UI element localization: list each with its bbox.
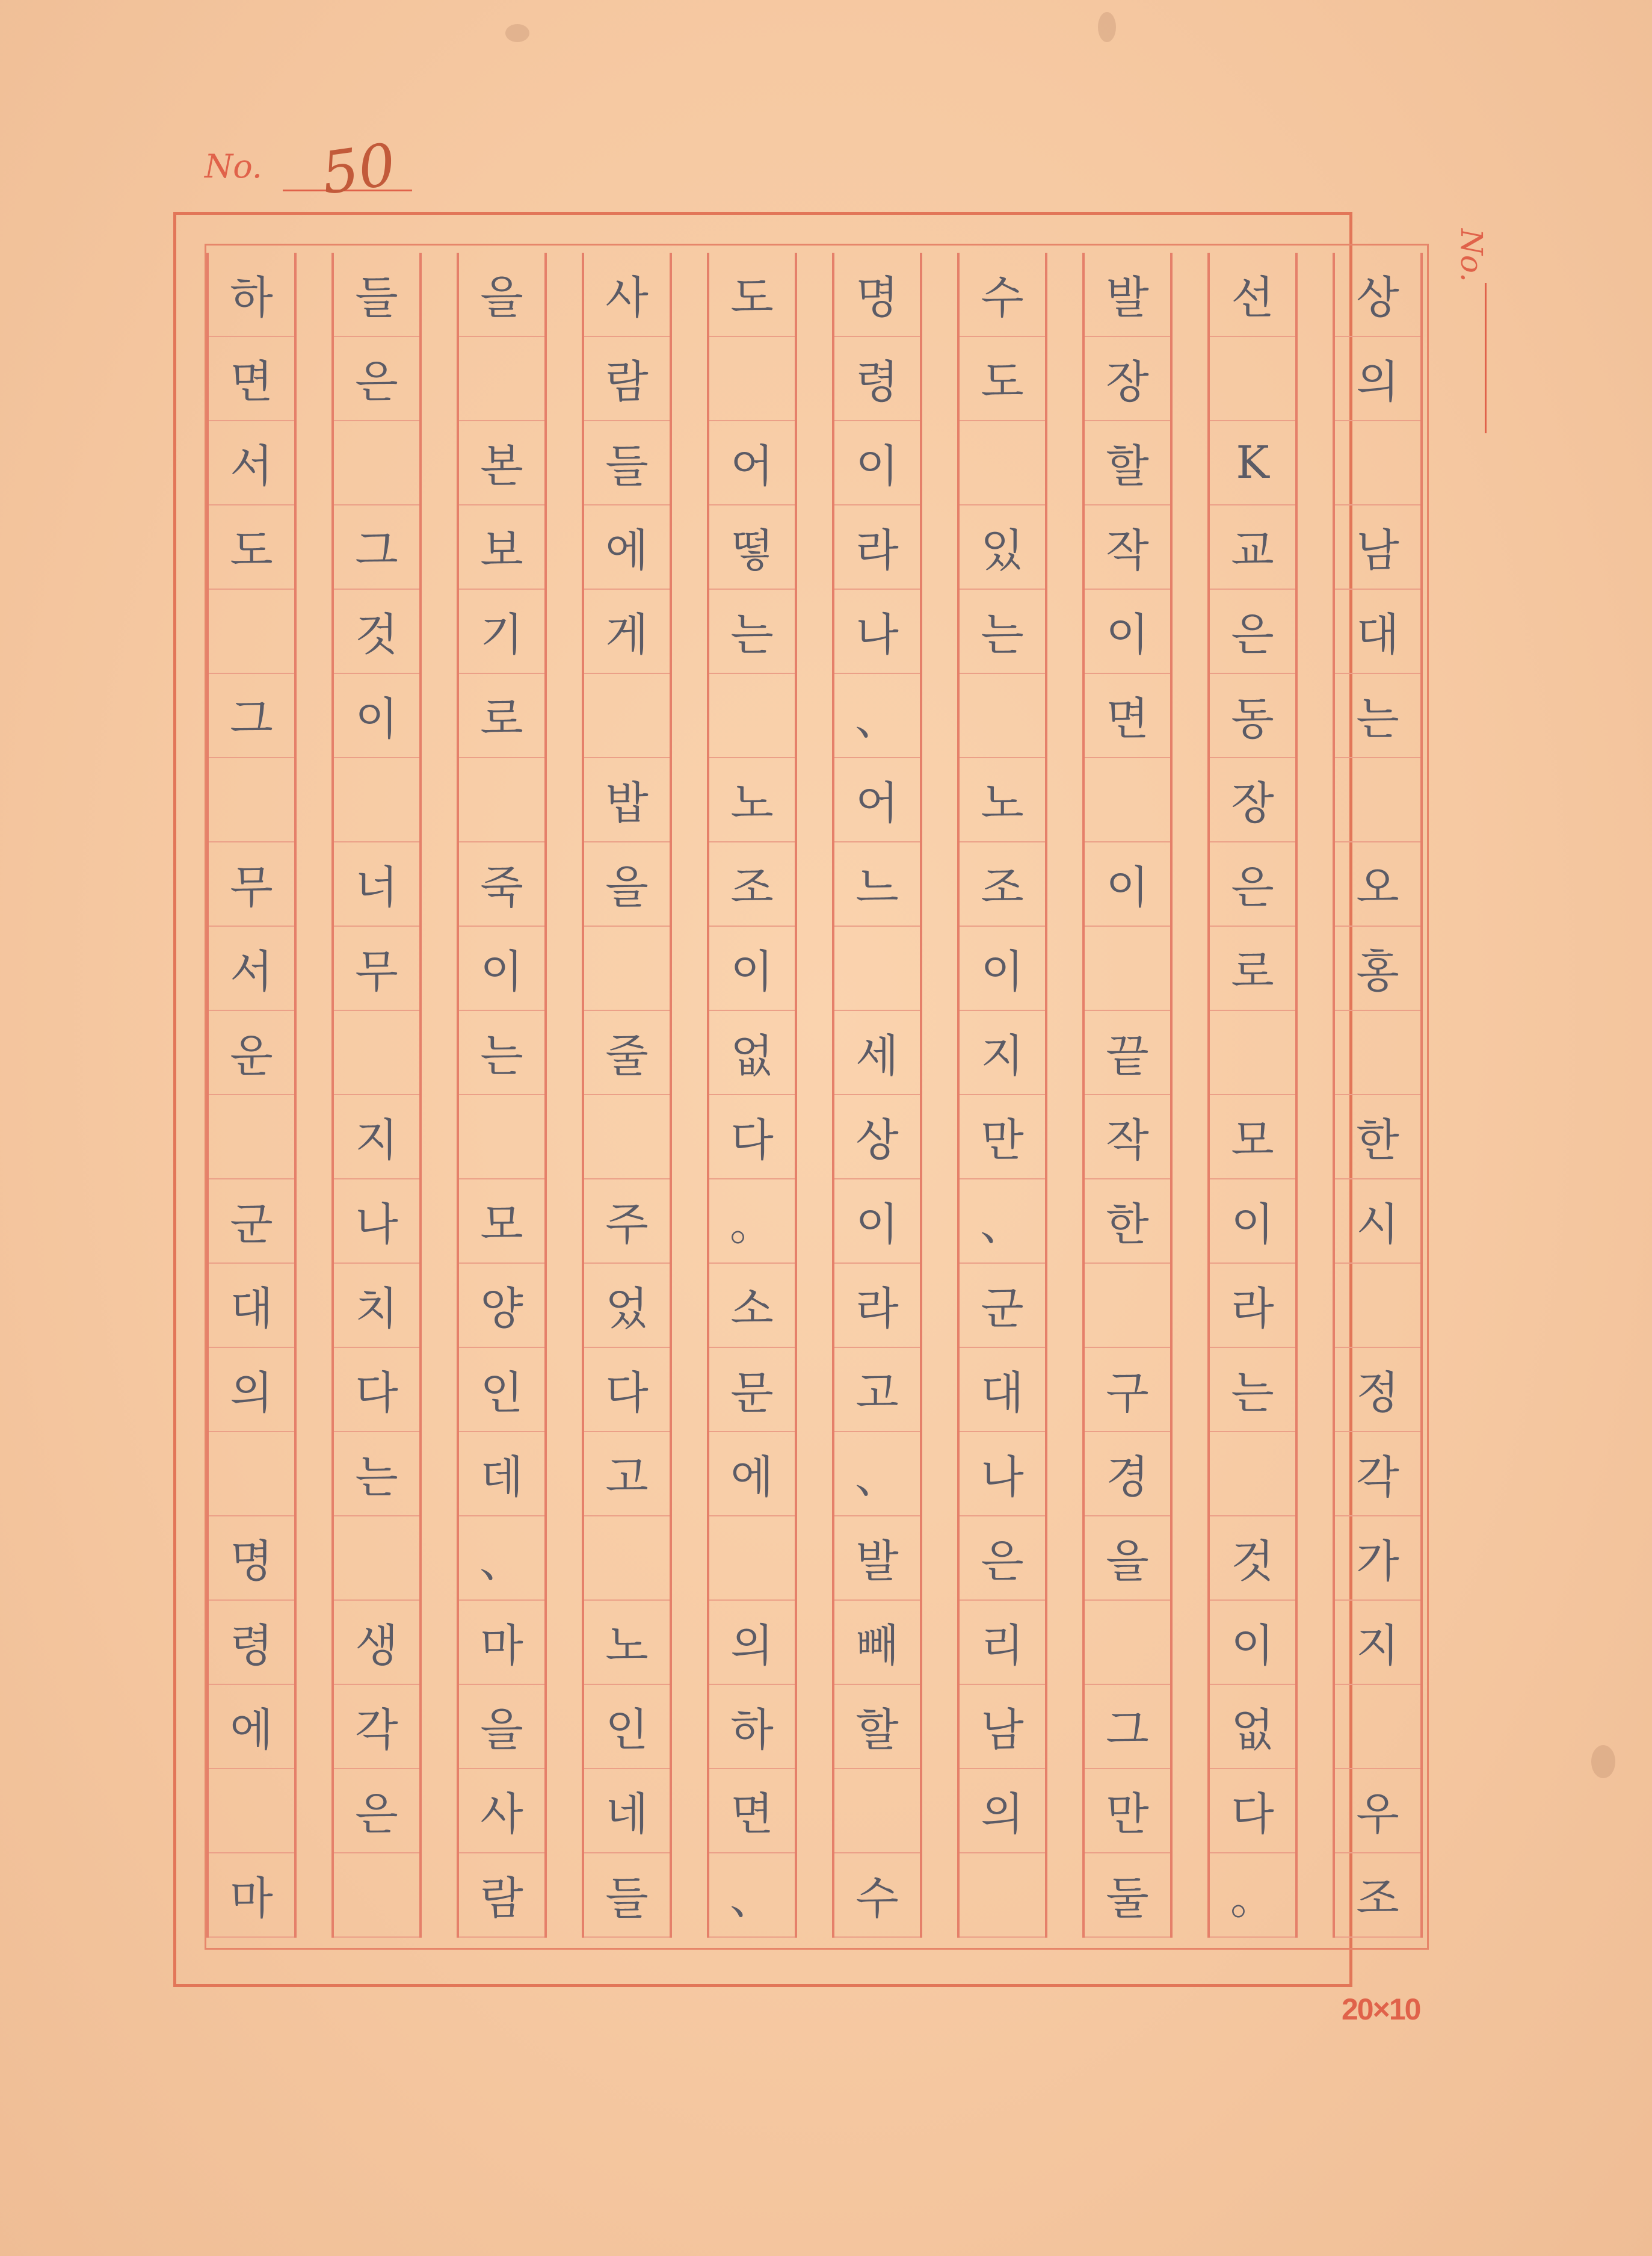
manuscript-cell: 그 — [209, 674, 294, 758]
manuscript-cell: 도 — [209, 505, 294, 590]
paper-stain — [1098, 12, 1116, 42]
manuscript-cell: 다 — [709, 1095, 795, 1179]
manuscript-cell: 작 — [1085, 505, 1170, 590]
manuscript-column — [582, 253, 672, 1938]
manuscript-cell: 동 — [1210, 674, 1295, 758]
manuscript-cell: 이 — [1210, 1601, 1295, 1685]
manuscript-cell — [960, 421, 1045, 505]
manuscript-cell: 들 — [334, 253, 419, 337]
manuscript-cell: 남 — [1335, 505, 1420, 590]
manuscript-cell — [459, 758, 544, 842]
manuscript-cell: 사 — [459, 1769, 544, 1853]
manuscript-cell: 만 — [1085, 1769, 1170, 1853]
manuscript-cell — [334, 758, 419, 842]
manuscript-cell: 모 — [459, 1179, 544, 1264]
manuscript-cell: 소 — [709, 1264, 795, 1348]
manuscript-cell: 령 — [209, 1601, 294, 1685]
manuscript-cell: 는 — [709, 590, 795, 674]
manuscript-cell: 에 — [209, 1685, 294, 1769]
manuscript-cell: 오 — [1335, 842, 1420, 927]
manuscript-cell: 둘 — [1085, 1853, 1170, 1938]
manuscript-cell: 도 — [709, 253, 795, 337]
manuscript-cell: 의 — [209, 1348, 294, 1432]
manuscript-cell: 、 — [709, 1853, 795, 1938]
manuscript-cell — [209, 1769, 294, 1853]
manuscript-cell: 발 — [1085, 253, 1170, 337]
manuscript-cell — [709, 674, 795, 758]
manuscript-cell: 는 — [1335, 674, 1420, 758]
manuscript-column — [1082, 253, 1173, 1938]
manuscript-cell: 장 — [1210, 758, 1295, 842]
manuscript-column — [957, 253, 1047, 1938]
manuscript-cell — [709, 1516, 795, 1601]
manuscript-cell: 는 — [960, 590, 1045, 674]
manuscript-cell — [1335, 1685, 1420, 1769]
manuscript-cell: 할 — [1085, 421, 1170, 505]
manuscript-cell: 치 — [334, 1264, 419, 1348]
manuscript-cell: 고 — [584, 1432, 670, 1516]
manuscript-cell: 만 — [960, 1095, 1045, 1179]
manuscript-cell — [334, 1853, 419, 1938]
manuscript-cell: 그 — [334, 505, 419, 590]
manuscript-cell: 라 — [834, 1264, 920, 1348]
manuscript-cell: 의 — [1335, 337, 1420, 421]
manuscript-cell — [334, 1516, 419, 1601]
manuscript-cell: 양 — [459, 1264, 544, 1348]
manuscript-cell: 작 — [1085, 1095, 1170, 1179]
manuscript-cell — [209, 590, 294, 674]
manuscript-cell: 라 — [1210, 1264, 1295, 1348]
manuscript-cell: 발 — [834, 1516, 920, 1601]
manuscript-cell: 도 — [960, 337, 1045, 421]
manuscript-cell — [960, 674, 1045, 758]
manuscript-cell — [834, 927, 920, 1011]
manuscript-cell: 무 — [334, 927, 419, 1011]
manuscript-cell: 세 — [834, 1011, 920, 1095]
manuscript-cell: 에 — [709, 1432, 795, 1516]
manuscript-cell: 지 — [1335, 1601, 1420, 1685]
manuscript-cell: 명 — [834, 253, 920, 337]
manuscript-cell: 조 — [709, 842, 795, 927]
manuscript-cell — [1210, 337, 1295, 421]
manuscript-cell: 각 — [334, 1685, 419, 1769]
manuscript-cell — [1335, 758, 1420, 842]
manuscript-cell: 은 — [1210, 842, 1295, 927]
manuscript-cell: 보 — [459, 505, 544, 590]
manuscript-cell: 교 — [1210, 505, 1295, 590]
manuscript-cell — [334, 1011, 419, 1095]
manuscript-cell: 경 — [1085, 1432, 1170, 1516]
manuscript-cell: 나 — [834, 590, 920, 674]
manuscript-cell: 었 — [584, 1264, 670, 1348]
manuscript-cell: 명 — [209, 1516, 294, 1601]
manuscript-cell: 있 — [960, 505, 1045, 590]
manuscript-cell — [1085, 1601, 1170, 1685]
manuscript-cell: 구 — [1085, 1348, 1170, 1432]
manuscript-cell: 하 — [709, 1685, 795, 1769]
paper-stain — [505, 24, 529, 42]
manuscript-column — [457, 253, 547, 1938]
manuscript-cell — [209, 758, 294, 842]
manuscript-cell: 은 — [1210, 590, 1295, 674]
manuscript-cell: 이 — [334, 674, 419, 758]
manuscript-cell: 시 — [1335, 1179, 1420, 1264]
manuscript-cell — [459, 337, 544, 421]
manuscript-cell: 정 — [1335, 1348, 1420, 1432]
manuscript-column — [331, 253, 422, 1938]
manuscript-cell: 마 — [459, 1601, 544, 1685]
manuscript-cell: 면 — [1085, 674, 1170, 758]
manuscript-cell: 이 — [709, 927, 795, 1011]
manuscript-cell: 그 — [1085, 1685, 1170, 1769]
manuscript-cell: 장 — [1085, 337, 1170, 421]
manuscript-cell: 지 — [334, 1095, 419, 1179]
manuscript-cell — [1335, 1011, 1420, 1095]
manuscript-cell: 노 — [584, 1601, 670, 1685]
manuscript-cell: 은 — [334, 1769, 419, 1853]
manuscript-cell: 할 — [834, 1685, 920, 1769]
manuscript-cell: 대 — [209, 1264, 294, 1348]
manuscript-cell: 을 — [1085, 1516, 1170, 1601]
manuscript-cell: 조 — [1335, 1853, 1420, 1938]
manuscript-column — [707, 253, 797, 1938]
manuscript-column — [206, 253, 297, 1938]
manuscript-cell — [1335, 421, 1420, 505]
manuscript-cell: 람 — [584, 337, 670, 421]
manuscript-cell: 없 — [709, 1011, 795, 1095]
manuscript-cell: 다 — [1210, 1769, 1295, 1853]
manuscript-cell: 주 — [584, 1179, 670, 1264]
manuscript-cell — [834, 1769, 920, 1853]
manuscript-cell: 상 — [1335, 253, 1420, 337]
manuscript-cell: 의 — [709, 1601, 795, 1685]
manuscript-cell — [1085, 758, 1170, 842]
manuscript-cell: 로 — [459, 674, 544, 758]
manuscript-cell: 어 — [709, 421, 795, 505]
manuscript-cell: 은 — [960, 1516, 1045, 1601]
manuscript-cell: 는 — [334, 1432, 419, 1516]
manuscript-cell: 이 — [459, 927, 544, 1011]
manuscript-cell: 이 — [834, 1179, 920, 1264]
manuscript-cell: 는 — [459, 1011, 544, 1095]
manuscript-cell: 선 — [1210, 253, 1295, 337]
manuscript-cell — [584, 674, 670, 758]
manuscript-cell: 모 — [1210, 1095, 1295, 1179]
manuscript-cell: 나 — [960, 1432, 1045, 1516]
manuscript-cell: 로 — [1210, 927, 1295, 1011]
manuscript-cell: 수 — [834, 1853, 920, 1938]
manuscript-cell: 너 — [334, 842, 419, 927]
manuscript-column — [832, 253, 922, 1938]
manuscript-cell: 리 — [960, 1601, 1045, 1685]
manuscript-cell — [1085, 1264, 1170, 1348]
manuscript-cell: 노 — [960, 758, 1045, 842]
manuscript-cell — [584, 1095, 670, 1179]
manuscript-cell — [1210, 1432, 1295, 1516]
manuscript-cell: 남 — [960, 1685, 1045, 1769]
manuscript-cell: 게 — [584, 590, 670, 674]
manuscript-cell: 다 — [334, 1348, 419, 1432]
manuscript-cell: 네 — [584, 1769, 670, 1853]
manuscript-cell: 대 — [1335, 590, 1420, 674]
manuscript-cell: 무 — [209, 842, 294, 927]
manuscript-cell: 한 — [1085, 1179, 1170, 1264]
manuscript-cell: 수 — [960, 253, 1045, 337]
manuscript-cell — [584, 1516, 670, 1601]
manuscript-cell: 、 — [960, 1179, 1045, 1264]
manuscript-cell: 람 — [459, 1853, 544, 1938]
manuscript-cell: 지 — [960, 1011, 1045, 1095]
manuscript-cell: 가 — [1335, 1516, 1420, 1601]
manuscript-cell: 것 — [1210, 1516, 1295, 1601]
manuscript-cell — [209, 1432, 294, 1516]
manuscript-cell: 이 — [1085, 842, 1170, 927]
grid-size-note: 20×10 — [1342, 1992, 1420, 2026]
manuscript-cell: 밥 — [584, 758, 670, 842]
manuscript-cell — [459, 1095, 544, 1179]
manuscript-cell: 이 — [1210, 1179, 1295, 1264]
manuscript-cell: 죽 — [459, 842, 544, 927]
manuscript-cell: 이 — [834, 421, 920, 505]
manuscript-cell: 느 — [834, 842, 920, 927]
manuscript-cell — [334, 421, 419, 505]
manuscript-cell: 줄 — [584, 1011, 670, 1095]
side-number-label: No. — [1454, 229, 1489, 282]
manuscript-cell: 떻 — [709, 505, 795, 590]
manuscript-cell: 는 — [1210, 1348, 1295, 1432]
manuscript-cell: 군 — [960, 1264, 1045, 1348]
manuscript-cell: 대 — [960, 1348, 1045, 1432]
manuscript-cell: 우 — [1335, 1769, 1420, 1853]
manuscript-column — [1333, 253, 1423, 1938]
manuscript-cell: 본 — [459, 421, 544, 505]
manuscript-cell: 。 — [1210, 1853, 1295, 1938]
manuscript-cell: 서 — [209, 421, 294, 505]
manuscript-cell: 기 — [459, 590, 544, 674]
manuscript-cell: 을 — [459, 253, 544, 337]
manuscript-cell: 노 — [709, 758, 795, 842]
manuscript-cell: 운 — [209, 1011, 294, 1095]
manuscript-cell: K — [1210, 421, 1295, 505]
manuscript-cell: 인 — [584, 1685, 670, 1769]
manuscript-cell: 데 — [459, 1432, 544, 1516]
paper-stain — [1591, 1745, 1615, 1778]
manuscript-cell: 면 — [709, 1769, 795, 1853]
manuscript-column — [1207, 253, 1298, 1938]
manuscript-cell: 마 — [209, 1853, 294, 1938]
manuscript-cell: 없 — [1210, 1685, 1295, 1769]
manuscript-cell: 어 — [834, 758, 920, 842]
manuscript-cell: 군 — [209, 1179, 294, 1264]
manuscript-cell: 라 — [834, 505, 920, 590]
manuscript-cell: 생 — [334, 1601, 419, 1685]
manuscript-cell: 다 — [584, 1348, 670, 1432]
manuscript-cell: 은 — [334, 337, 419, 421]
manuscript-cell: 들 — [584, 421, 670, 505]
manuscript-cell: 문 — [709, 1348, 795, 1432]
side-number-line — [1485, 283, 1487, 433]
manuscript-cell: 들 — [584, 1853, 670, 1938]
manuscript-cell — [1085, 927, 1170, 1011]
manuscript-cell: 령 — [834, 337, 920, 421]
manuscript-cell: 면 — [209, 337, 294, 421]
manuscript-cell: 하 — [209, 253, 294, 337]
manuscript-cell — [960, 1853, 1045, 1938]
manuscript-cell: 끝 — [1085, 1011, 1170, 1095]
manuscript-cell: 조 — [960, 842, 1045, 927]
handwritten-page-number: 50 — [317, 131, 400, 208]
manuscript-cell: 상 — [834, 1095, 920, 1179]
manuscript-cell: 。 — [709, 1179, 795, 1264]
number-label: No. — [205, 147, 262, 185]
manuscript-cell: 고 — [834, 1348, 920, 1432]
manuscript-cell — [209, 1095, 294, 1179]
manuscript-cell: 나 — [334, 1179, 419, 1264]
manuscript-cell: 의 — [960, 1769, 1045, 1853]
manuscript-cell: 이 — [960, 927, 1045, 1011]
manuscript-cell — [709, 337, 795, 421]
manuscript-cell: 、 — [459, 1516, 544, 1601]
manuscript-cell — [584, 927, 670, 1011]
manuscript-cell — [1210, 1011, 1295, 1095]
manuscript-cell: 홍 — [1335, 927, 1420, 1011]
manuscript-cell: 、 — [834, 674, 920, 758]
manuscript-cell: 을 — [584, 842, 670, 927]
manuscript-cell: 서 — [209, 927, 294, 1011]
manuscript-cell: 에 — [584, 505, 670, 590]
manuscript-cell: 한 — [1335, 1095, 1420, 1179]
manuscript-cell — [1335, 1264, 1420, 1348]
manuscript-cell: 、 — [834, 1432, 920, 1516]
manuscript-cell: 각 — [1335, 1432, 1420, 1516]
manuscript-cell: 것 — [334, 590, 419, 674]
manuscript-cell: 인 — [459, 1348, 544, 1432]
manuscript-cell: 사 — [584, 253, 670, 337]
manuscript-cell: 이 — [1085, 590, 1170, 674]
manuscript-cell: 빼 — [834, 1601, 920, 1685]
manuscript-cell: 을 — [459, 1685, 544, 1769]
